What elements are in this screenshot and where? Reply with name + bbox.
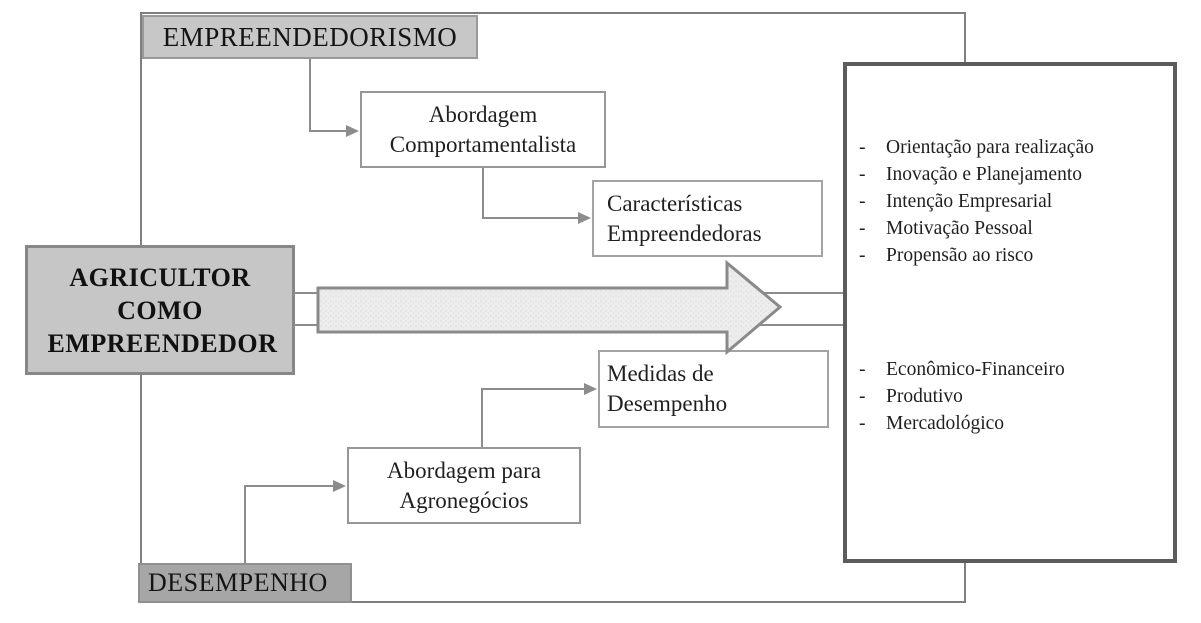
list-item [859, 383, 1169, 410]
dash-bullet: - [859, 245, 866, 266]
box-agribusiness-approach [347, 447, 581, 524]
box-behavioral-approach [360, 91, 606, 168]
header-empreendedorismo [142, 15, 478, 59]
connector-behavioral-characteristics [483, 168, 579, 218]
list-item-text: Econômico-Financeiro [886, 359, 1065, 380]
dash-bullet: - [859, 164, 866, 185]
list-item [859, 356, 1169, 383]
main-box-label: AGRICULTOR COMO EMPREENDEDOR [47, 262, 278, 358]
list-item [859, 410, 1169, 437]
connector-empreendedorismo-behavioral [310, 58, 347, 131]
main-box-agricultor [25, 245, 295, 375]
arrowhead-characteristics [578, 212, 591, 224]
connector-desempenho-agribusiness [245, 486, 334, 563]
dash-bullet: - [859, 218, 866, 239]
list-item [859, 242, 1169, 269]
list-item [859, 134, 1169, 161]
arrowhead-agribusiness [333, 480, 346, 492]
box-entrepreneurial-characteristics-label: Características Empreendedoras [607, 190, 762, 246]
box-performance-measures [598, 350, 829, 428]
outcome-panel [843, 62, 1177, 563]
connector-agribusiness-measures [482, 389, 585, 447]
box-entrepreneurial-characteristics [592, 180, 823, 257]
dash-bullet: - [859, 191, 866, 212]
header-desempenho [138, 563, 352, 603]
header-desempenho-label: DESEMPENHO [148, 568, 328, 597]
arrowhead-measures [584, 383, 597, 395]
list-item [859, 188, 1169, 215]
list-item [859, 161, 1169, 188]
list-item-text: Propensão ao risco [886, 245, 1034, 266]
header-empreendedorismo-label: EMPREENDEDORISMO [162, 21, 458, 52]
list-item [859, 215, 1169, 242]
box-performance-measures-label: Medidas de Desempenho [607, 361, 728, 416]
dash-bullet: - [859, 137, 866, 158]
list-item-text: Motivação Pessoal [886, 218, 1033, 239]
list-item-text: Orientação para realização [886, 137, 1094, 158]
dash-bullet: - [859, 413, 866, 434]
box-behavioral-approach-label: Abordagem Comportamentalista [389, 101, 577, 157]
box-agribusiness-approach-label: Abordagem para Agronegócios [387, 457, 541, 513]
performance-list [847, 356, 1173, 437]
list-item-text: Mercadológico [886, 413, 1005, 434]
dash-bullet: - [859, 386, 866, 407]
list-item-text: Intenção Empresarial [886, 191, 1053, 212]
list-item-text: Produtivo [886, 386, 963, 407]
characteristics-list [847, 134, 1173, 269]
dash-bullet: - [859, 359, 866, 380]
flow-arrow [318, 263, 780, 352]
list-item-text: Inovação e Planejamento [886, 164, 1082, 185]
arrowhead-behavioral [346, 125, 359, 137]
